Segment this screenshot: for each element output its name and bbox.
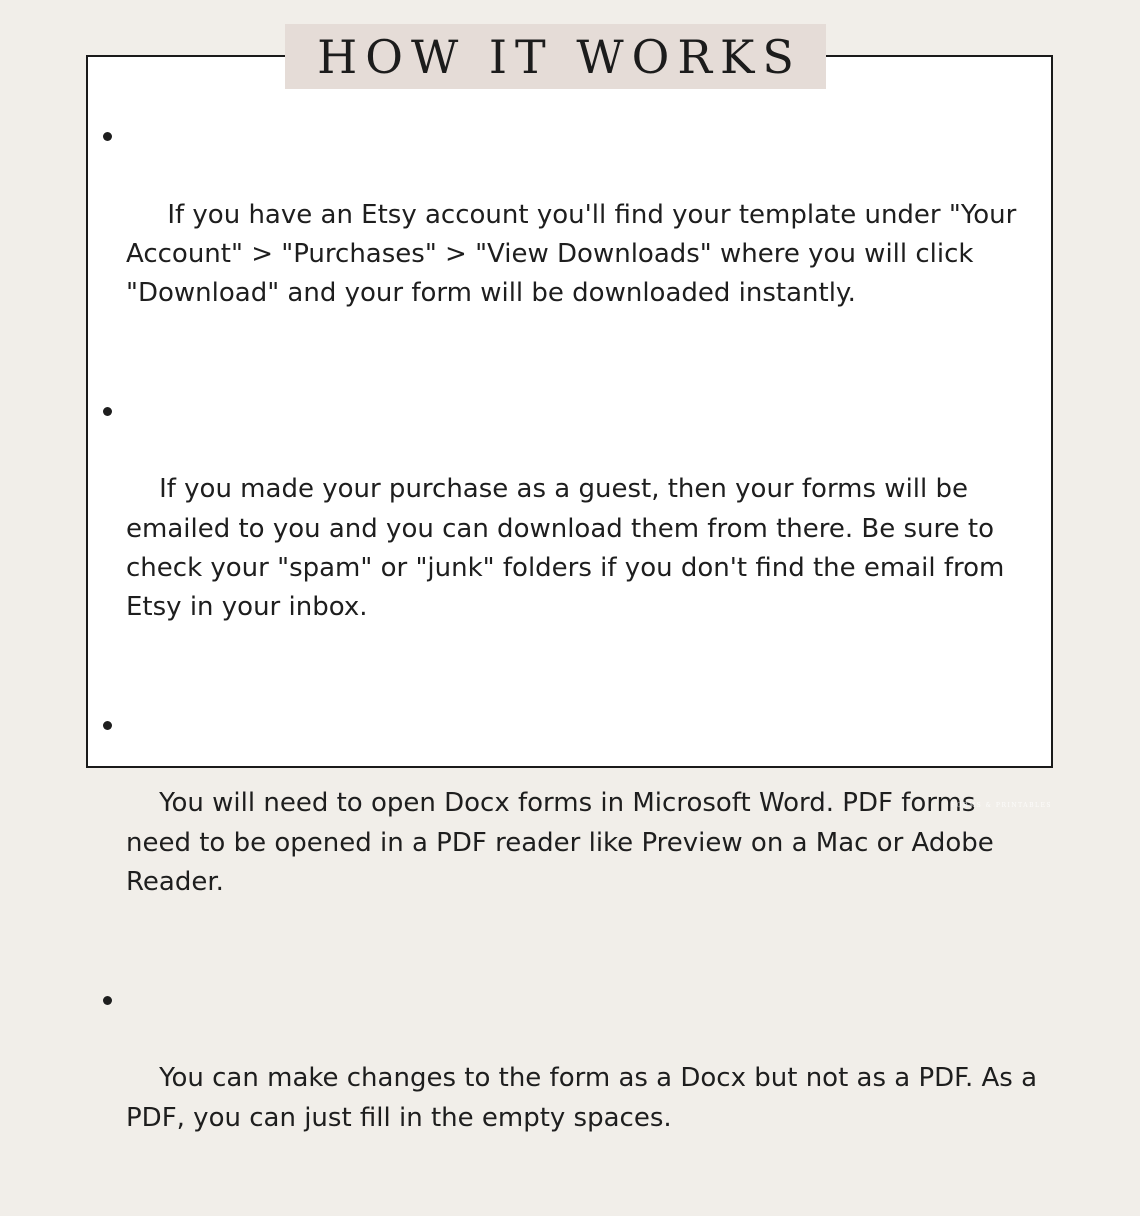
list-item-text: If you made your purchase as a guest, then your forms will be emailed to you and you can download them from there. Be sure to check your "spam" or "junk" folders if you don't find the email from Etsy in your inbox. bbox=[126, 474, 1013, 623]
list-item-text: You will need to open Docx forms in Microsoft Word. PDF forms need to be opened in a PDF reader like Preview on a Mac or Adobe Reader. bbox=[126, 788, 1003, 898]
list-item-text: You can make changes to the form as a Docx but not as a PDF. As a PDF, you can just fill in the empty spaces. bbox=[126, 1063, 1046, 1133]
list-item bbox=[100, 706, 1045, 942]
bullet-icon bbox=[103, 721, 112, 730]
list-item bbox=[100, 117, 1045, 353]
title-banner bbox=[285, 24, 826, 89]
bullet-icon bbox=[103, 996, 112, 1005]
instructions-list bbox=[100, 117, 1045, 1216]
list-item bbox=[100, 981, 1045, 1177]
page-title: HOW IT WORKS bbox=[317, 29, 802, 84]
bullet-icon bbox=[103, 132, 112, 141]
bullet-icon bbox=[103, 407, 112, 416]
watermark-text: FORMS & PRINTABLES bbox=[950, 802, 1052, 809]
list-item bbox=[100, 392, 1045, 667]
list-item-text: If you have an Etsy account you'll find your template under "Your Account" > "Purchases" > "View Downloads" where you will click "Download" and your form will be downloaded instantly. bbox=[126, 199, 1025, 309]
